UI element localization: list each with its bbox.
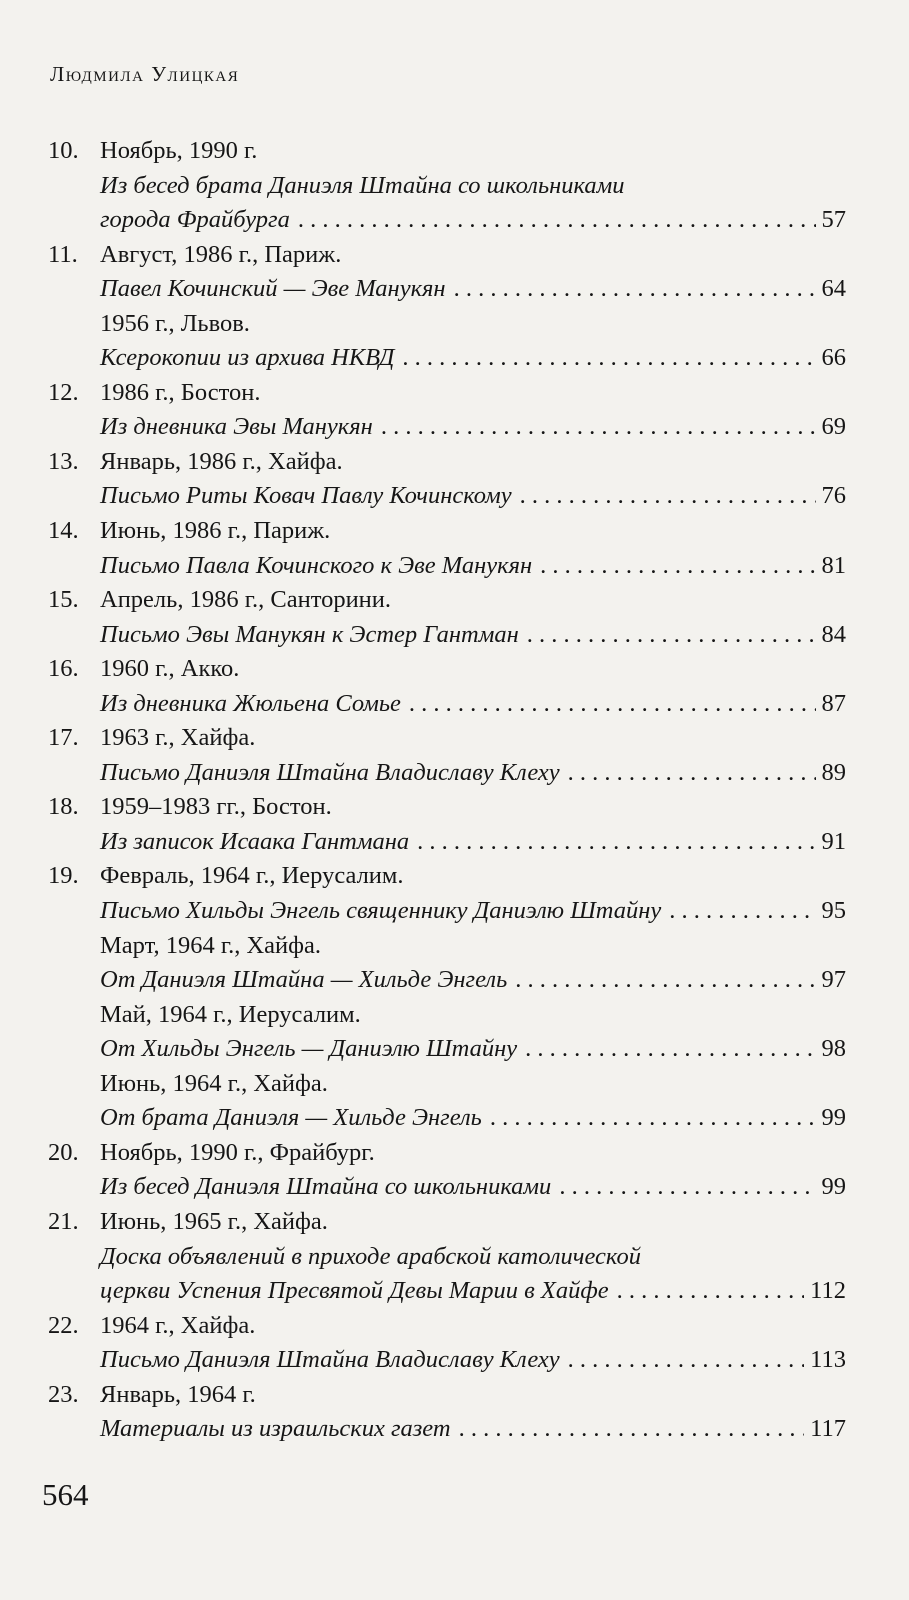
toc-entry [100,618,846,653]
running-head: Людмила Улицкая [50,62,240,86]
entry-title: Из бесед Даниэля Штайна со школьниками [100,1173,552,1201]
toc-heading-row [48,307,846,342]
toc-heading-row [48,1205,846,1240]
toc-heading-row [48,929,846,964]
chapter-date-place: Апрель, 1986 г., Санторини. [100,586,392,614]
dot-leader [298,203,816,238]
toc-entry [100,341,846,376]
entry-page-number: 76 [821,482,846,510]
toc-entry [100,756,846,791]
entry-title: церкви Успения Пресвятой Девы Марии в Хайфе [100,1277,609,1305]
chapter-date-place: Январь, 1964 г. [100,1380,256,1408]
entry-title: От брата Даниэля — Хильде Энгель [100,1104,482,1132]
toc-heading-row [48,790,846,825]
toc-heading-row [48,1378,846,1413]
table-of-contents [48,134,846,1447]
dot-leader [525,1032,815,1067]
entry-page-number: 117 [810,1415,846,1443]
entry-title: Письмо Даниэля Штайна Владиславу Клеху [100,758,560,786]
chapter-number: 13. [48,447,79,475]
entry-title: От Хильды Энгель — Даниэлю Штайну [100,1035,518,1063]
toc-entry [100,1240,846,1275]
entry-title: Из бесед брата Даниэля Штайна со школьниками [100,171,625,199]
toc-entry [100,963,846,998]
toc-entry-row [48,203,846,238]
toc-entry-row [48,825,846,860]
toc-heading-row [48,859,846,894]
entry-title: Из дневника Жюльена Сомье [100,689,401,717]
chapter-date-place: 1956 г., Львов. [100,309,250,337]
entry-page-number: 87 [821,689,846,717]
entry-page-number: 99 [821,1173,846,1201]
chapter-number: 11. [48,240,78,268]
chapter-number: 21. [48,1207,79,1235]
toc-entry [100,894,846,929]
entry-title: Из записок Исаака Гантмана [100,827,410,855]
entry-title: Письмо Риты Ковач Павлу Кочинскому [100,482,512,510]
dot-leader [402,341,815,376]
chapter-number: 15. [48,586,79,614]
dot-leader [459,1412,805,1447]
toc-entry [100,1032,846,1067]
toc-entry [100,825,846,860]
toc-entry [100,1101,846,1136]
chapter-number: 10. [48,137,79,164]
toc-entry [100,1170,846,1205]
entry-page-number: 69 [821,413,846,441]
toc-entry-row [48,272,846,307]
entry-title: Письмо Павла Кочинского к Эве Манукян [100,551,533,579]
dot-leader [559,1170,815,1205]
toc-entry-row [48,1170,846,1205]
toc-heading-row [48,134,846,169]
chapter-date-place: Июнь, 1964 г., Хайфа. [100,1069,328,1097]
entry-page-number: 97 [821,966,846,994]
dot-leader [381,410,816,445]
toc-entry [100,203,846,238]
entry-page-number: 57 [821,206,846,234]
chapter-date-place: 1986 г., Бостон. [100,378,261,406]
chapter-number: 14. [48,517,79,545]
toc-heading-row [48,238,846,273]
chapter-number: 18. [48,793,79,821]
entry-page-number: 113 [810,1346,846,1374]
chapter-number: 23. [48,1380,79,1408]
entry-title: Письмо Эвы Манукян к Эстер Гантман [100,620,519,648]
entry-page-number: 66 [821,344,846,372]
toc-heading-row [48,1136,846,1171]
chapter-number: 12. [48,378,79,406]
chapter-number: 19. [48,862,79,890]
dot-leader [669,894,815,929]
entry-title: Ксерокопии из архива НКВД [100,344,395,372]
toc-heading-row [48,1067,846,1102]
toc-entry-row [48,618,846,653]
toc-entry [100,549,846,584]
chapter-number: 20. [48,1138,79,1166]
toc-entry [100,479,846,514]
toc-entry [100,1412,846,1447]
chapter-date-place: Май, 1964 г., Иерусалим. [100,1000,361,1028]
dot-leader [568,1343,805,1378]
chapter-date-place: Февраль, 1964 г., Иерусалим. [100,862,404,890]
dot-leader [417,825,815,860]
toc-heading-row [48,998,846,1033]
entry-title: Письмо Даниэля Штайна Владиславу Клеху [100,1346,560,1374]
entry-title: Доска объявлений в приходе арабской католической [100,1242,641,1270]
entry-page-number: 99 [821,1104,846,1132]
toc-entry-row [48,1343,846,1378]
toc-heading-row [48,376,846,411]
toc-heading-row [48,1309,846,1344]
toc-heading-row [48,445,846,480]
entry-title: Из дневника Эвы Манукян [100,413,373,441]
toc-heading-row [48,652,846,687]
chapter-date-place: 1960 г., Акко. [100,655,240,683]
toc-entry [100,1343,846,1378]
chapter-date-place: Январь, 1986 г., Хайфа. [100,447,343,475]
entry-title: Письмо Хильды Энгель священнику Даниэлю Штайну [100,897,662,925]
toc-heading-row [48,721,846,756]
entry-title: Павел Кочинский — Эве Манукян [100,275,446,303]
dot-leader [617,1274,805,1309]
dot-leader [454,272,816,307]
toc-entry-row [48,1412,846,1447]
toc-entry-row [48,410,846,445]
toc-entry-row [48,341,846,376]
chapter-date-place: Ноябрь, 1990 г., Фрайбург. [100,1138,375,1166]
dot-leader [515,963,815,998]
entry-page-number: 81 [821,551,846,579]
dot-leader [490,1101,816,1136]
entry-title: Материалы из израильских газет [100,1415,451,1443]
chapter-number: 22. [48,1311,79,1339]
entry-page-number: 64 [821,275,846,303]
toc-entry-row [48,756,846,791]
chapter-date-place: 1964 г., Хайфа. [100,1311,256,1339]
toc-entry-row [48,1274,846,1309]
toc-entry [100,410,846,445]
toc-entry-row [48,1101,846,1136]
entry-page-number: 98 [821,1035,846,1063]
toc-entry [100,272,846,307]
toc-heading-row [48,514,846,549]
entry-page-number: 89 [821,758,846,786]
entry-page-number: 91 [821,827,846,855]
dot-leader [568,756,816,791]
chapter-date-place: 1959–1983 гг., Бостон. [100,793,332,821]
entry-page-number: 95 [821,897,846,925]
toc-entry-row [48,169,846,204]
toc-heading-row [48,583,846,618]
toc-entry [100,687,846,722]
toc-entry-row [48,894,846,929]
chapter-date-place: 1963 г., Хайфа. [100,724,256,752]
toc-entry-row [48,687,846,722]
dot-leader [409,687,816,722]
entry-title: От Даниэля Штайна — Хильде Энгель [100,966,508,994]
chapter-number: 16. [48,655,79,683]
toc-entry-row [48,1240,846,1275]
chapter-date-place: Июнь, 1965 г., Хайфа. [100,1207,328,1235]
chapter-number: 17. [48,724,79,752]
toc-entry-row [48,1032,846,1067]
chapter-date-place: Март, 1964 г., Хайфа. [100,931,322,959]
entry-title: города Фрайбурга [100,206,290,234]
page-number: 564 [42,1477,89,1512]
chapter-date-place: Ноябрь, 1990 г. [100,137,258,164]
toc-entry [100,1274,846,1309]
toc-entry-row [48,549,846,584]
entry-page-number: 112 [810,1277,846,1305]
toc-entry-row [48,963,846,998]
toc-entry-row [48,479,846,514]
dot-leader [527,618,816,653]
toc-entry [100,169,846,204]
chapter-date-place: Июнь, 1986 г., Париж. [100,517,331,545]
chapter-date-place: Август, 1986 г., Париж. [100,240,342,268]
entry-page-number: 84 [821,620,846,648]
dot-leader [540,549,815,584]
dot-leader [520,479,816,514]
